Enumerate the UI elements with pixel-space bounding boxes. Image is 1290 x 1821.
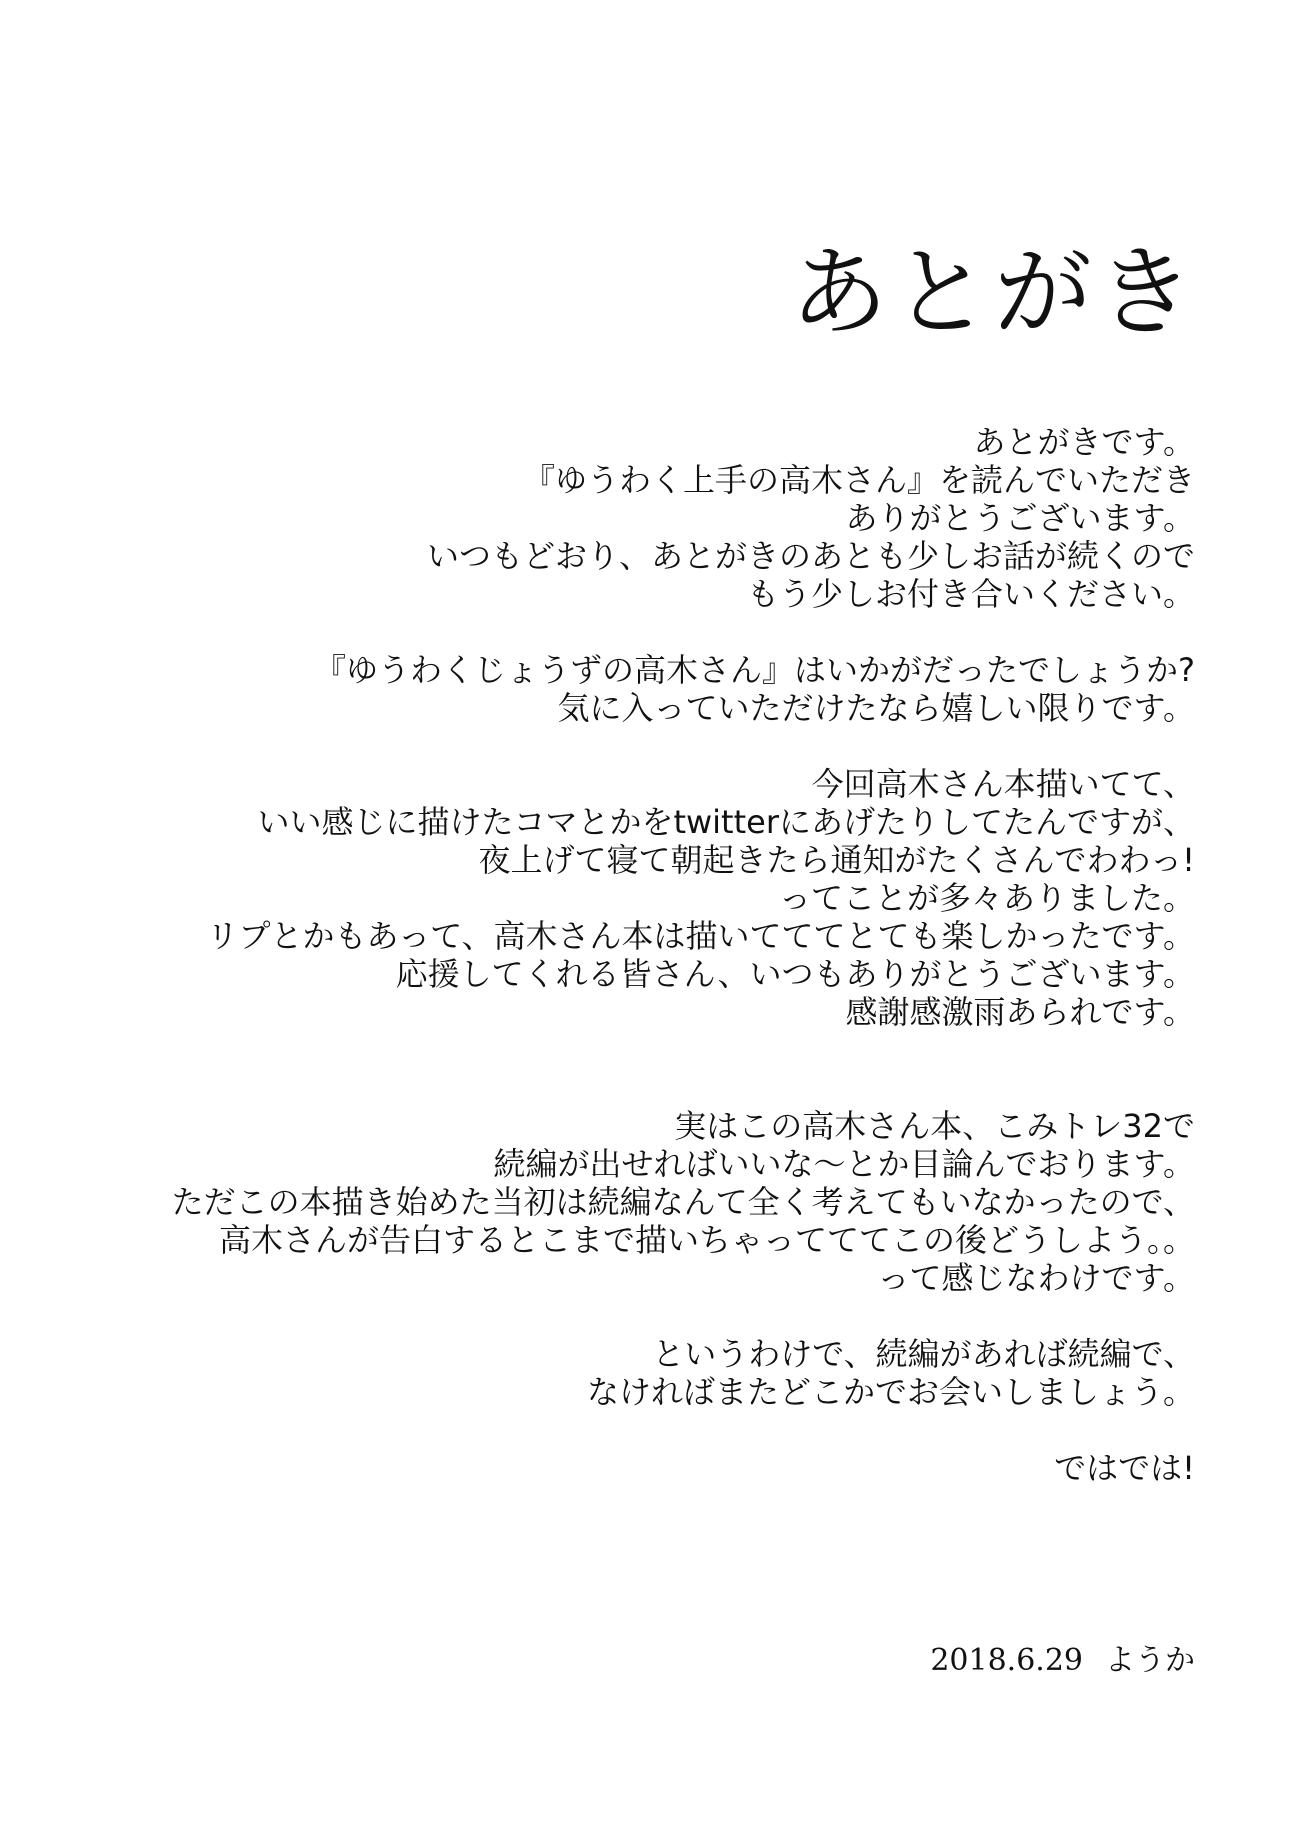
text-line: 気に入っていただけたなら嬉しい限りです。 — [557, 689, 1195, 727]
paragraph-gap — [55, 1297, 1195, 1335]
paragraph — [55, 1107, 1195, 1297]
text-line: というわけで、続編があれば続編で、 — [652, 1335, 1195, 1373]
paragraph-gap — [55, 1069, 1195, 1107]
text-line: 応援してくれる皆さん、いつもありがとうございます。 — [395, 955, 1195, 993]
text-line: 感謝感激雨あられです。 — [845, 993, 1195, 1031]
paragraph — [55, 1449, 1195, 1487]
text-line: 実はこの高木さん本、こみトレ32で — [674, 1107, 1195, 1145]
paragraph — [55, 651, 1195, 727]
text-line: あとがきです。 — [973, 423, 1195, 461]
text-line: リプとかもあって、高木さん本は描いてててとても楽しかったです。 — [206, 917, 1195, 955]
paragraph-gap — [55, 613, 1195, 651]
text-line: 続編が出せればいいな～とか目論んでおります。 — [493, 1145, 1195, 1183]
text-line: もう少しお付き合いください。 — [746, 575, 1195, 613]
text-line: ってことが多々ありました。 — [778, 879, 1195, 917]
signature-author: ようか — [1105, 1643, 1195, 1678]
text-line: 高木さんが告白するとこまで描いちゃってててこの後どうしよう。。 — [218, 1221, 1195, 1259]
text-line: ただこの本描き始めた当初は続編なんて全く考えてもいなかったので、 — [171, 1183, 1195, 1221]
text-line: って感じなわけです。 — [877, 1259, 1195, 1297]
text-line: ではでは! — [1054, 1449, 1195, 1487]
paragraph-gap — [55, 1411, 1195, 1449]
paragraph — [55, 1335, 1195, 1411]
paragraph — [55, 423, 1195, 613]
paragraph-gap — [55, 1031, 1195, 1069]
paragraph-gap — [55, 727, 1195, 765]
text-line: ありがとうございます。 — [845, 499, 1195, 537]
signature — [930, 1642, 1195, 1680]
text-line: 『ゆうわく上手の高木さん』を読んでいただき — [522, 461, 1195, 499]
text-line: 夜上げて寝て朝起きたら通知がたくさんでわわっ! — [478, 841, 1195, 879]
text-line: 『ゆうわくじょうずの高木さん』はいかがだったでしょうか? — [314, 651, 1195, 689]
signature-date: 2018.6.29 — [930, 1643, 1083, 1678]
text-line: いい感じに描けたコマとかをtwitterにあげたりしてたんですが、 — [257, 803, 1195, 841]
text-line: なければまたどこかでお会いしましょう。 — [586, 1373, 1195, 1411]
paragraph — [55, 765, 1195, 1031]
page-title: あとがき — [789, 236, 1198, 350]
text-line: いつもどおり、あとがきのあとも少しお話が続くので — [426, 537, 1195, 575]
text-line: 今回高木さん本描いてて、 — [811, 765, 1195, 803]
afterword-body — [55, 423, 1195, 1487]
